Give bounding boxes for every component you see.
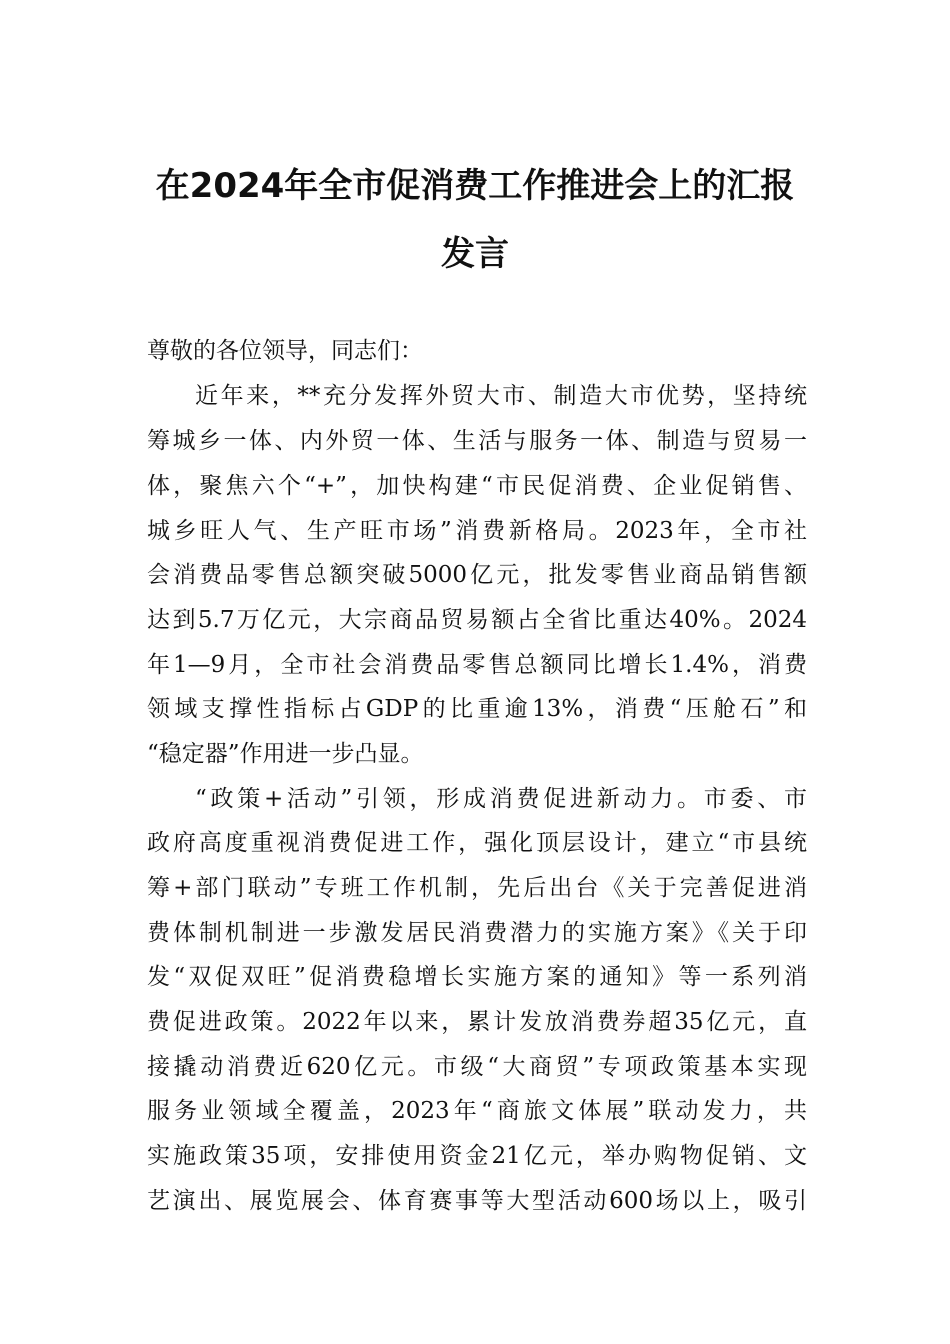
paragraph-2-line: “政策+活动”引领，形成消费促进新动力。市委、市 [195,786,807,812]
paragraph-1-line: 筹城乡一体、内外贸一体、生活与服务一体、制造与贸易一 [147,428,807,454]
paragraph-2-line: 实施政策35项，安排使用资金21亿元，举办购物促销、文 [147,1143,807,1169]
paragraph-2-line: 筹+部门联动”专班工作机制，先后出台《关于完善促进消 [147,875,807,901]
salutation: 尊敬的各位领导，同志们： [147,338,423,364]
document-title-line-2: 发言 [441,234,509,274]
paragraph-2-line: 服务业领域全覆盖，2023年“商旅文体展”联动发力，共 [147,1098,807,1124]
paragraph-2-line: 政府高度重视消费促进工作，强化顶层设计，建立“市县统 [147,830,807,856]
paragraph-1-line: 年1—9月，全市社会消费品零售总额同比增长1.4%，消费 [147,652,807,678]
paragraph-1-line: 领域支撑性指标占GDP的比重逾13%，消费“压舱石”和 [147,696,807,722]
paragraph-2-line: 发“双促双旺”促消费稳增长实施方案的通知》等一系列消 [147,964,807,990]
paragraph-2-line: 艺演出、展览展会、体育赛事等大型活动600场以上，吸引 [147,1188,807,1214]
paragraph-2-line: 接撬动消费近620亿元。市级“大商贸”专项政策基本实现 [147,1054,807,1080]
document-title-line-1: 在2024年全市促消费工作推进会上的汇报 [155,166,795,206]
paragraph-2-line: 费促进政策。2022年以来，累计发放消费券超35亿元，直 [147,1009,807,1035]
paragraph-1-line: 体，聚焦六个“+”，加快构建“市民促消费、企业促销售、 [147,473,807,499]
paragraph-1-line: 城乡旺人气、生产旺市场”消费新格局。2023年，全市社 [147,518,807,544]
paragraph-1-line: “稳定器”作用进一步凸显。 [147,741,424,767]
paragraph-2-line: 费体制机制进一步激发居民消费潜力的实施方案》《关于印 [147,920,807,946]
paragraph-1-line: 近年来，**充分发挥外贸大市、制造大市优势，坚持统 [195,383,807,409]
paragraph-1-line: 会消费品零售总额突破5000亿元，批发零售业商品销售额 [147,562,807,588]
paragraph-1-line: 达到5.7万亿元，大宗商品贸易额占全省比重达40%。2024 [147,607,807,633]
